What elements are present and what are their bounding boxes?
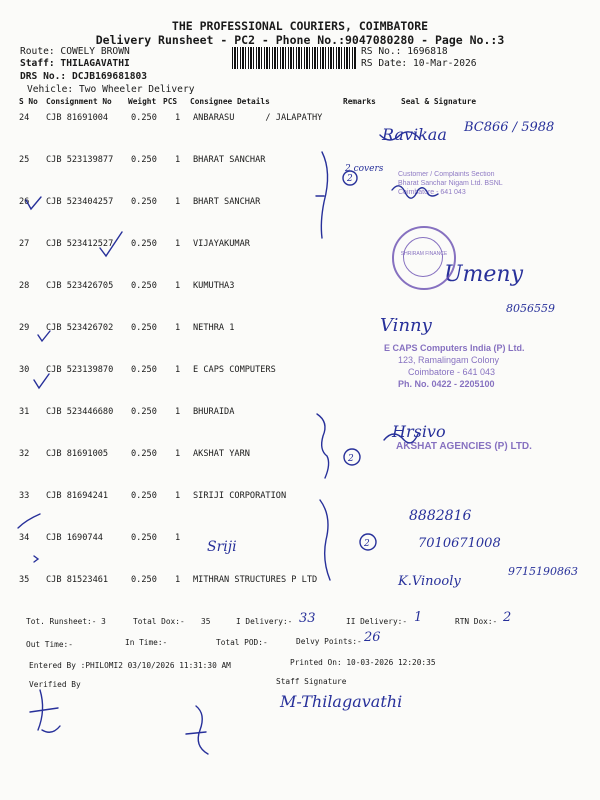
drs-number: DRS No.: DCJB169681803 — [20, 71, 148, 82]
staff-signature: M-Thilagavathi — [280, 692, 403, 711]
signature-row-29: Vinny — [380, 315, 432, 336]
row-sno: 35 — [19, 575, 30, 585]
tick-mark — [38, 331, 50, 341]
handwritten-number-row-35: 9715190863 — [508, 565, 578, 578]
staff-label: Staff: THILAGAVATHI — [20, 58, 130, 69]
row-sno: 31 — [19, 407, 30, 417]
row-consignee: KUMUTHA3 — [193, 281, 235, 291]
row-consignee: BHART SANCHAR — [193, 197, 261, 207]
row-pcs: 1 — [175, 365, 181, 375]
row-consignment: CJB 1690744 — [46, 533, 103, 543]
verified-by-scribble — [30, 690, 60, 732]
row-weight: 0.250 — [131, 491, 157, 501]
handwritten-number-row-29: 8056559 — [506, 302, 555, 315]
row-weight: 0.250 — [131, 449, 157, 459]
round-seal-text: SHRIRAM FINANCE — [400, 251, 448, 257]
bsnl-stamp-line-2: Bharat Sanchar Nigam Ltd. BSNL — [398, 180, 503, 187]
row-weight: 0.250 — [131, 533, 157, 543]
verified-by-label: Verified By — [29, 680, 81, 689]
row-consignee: MITHRAN STRUCTURES P LTD — [193, 575, 318, 585]
col-seal-signature: Seal & Signature — [401, 97, 477, 106]
row-sno: 30 — [19, 365, 30, 375]
row-consignee: AKSHAT YARN — [193, 449, 250, 459]
row-consignee: SIRIJI CORPORATION — [193, 491, 287, 501]
circled-two-label: 2 — [347, 174, 353, 184]
row-pcs: 1 — [175, 449, 181, 459]
tick-mark — [18, 514, 40, 528]
row-consignee: BHARAT SANCHAR — [193, 155, 266, 165]
runsheet-subtitle: Delivery Runsheet - PC2 - Phone No.:9047080280 - Page No.:3 — [95, 33, 505, 47]
row-sno: 24 — [19, 113, 30, 123]
row-consignment: CJB 523446680 — [46, 407, 114, 417]
in-time-label: In Time:- — [125, 638, 168, 647]
out-time-label: Out Time:- — [26, 640, 73, 649]
row-consignment: CJB 523412527 — [46, 239, 114, 249]
row-consignee: NETHRA 1 — [193, 323, 235, 333]
row-pcs: 1 — [175, 491, 181, 501]
rs-number: RS No.: 1696818 — [361, 46, 448, 57]
route-label: Route: COWELY BROWN — [20, 46, 130, 57]
row-weight: 0.250 — [131, 155, 157, 165]
row-weight: 0.250 — [131, 113, 157, 123]
staff-signature-label: Staff Signature — [276, 677, 347, 686]
verified-by-scribble — [186, 706, 208, 754]
ecaps-stamp-line-1: E CAPS Computers India (P) Ltd. — [384, 343, 525, 353]
tick-mark — [34, 374, 49, 388]
row-sno: 34 — [19, 533, 30, 543]
handwritten-number-row-34-a: 8882816 — [409, 508, 472, 524]
rtn-dox-label: RTN Dox:- — [455, 617, 498, 626]
row-pcs: 1 — [175, 155, 181, 165]
note-row-25: 2 covers — [345, 164, 384, 174]
entered-by: Entered By :PHILOMI2 03/10/2026 11:31:30 AM — [29, 661, 231, 670]
row-consignee: ANBARASU / JALAPATHY — [193, 113, 323, 123]
rtn-dox-value: 2 — [503, 610, 512, 625]
ecaps-stamp-line-2: 123, Ramalingam Colony — [398, 355, 500, 365]
row-pcs: 1 — [175, 197, 181, 207]
row-consignment: CJB 81691005 — [46, 449, 109, 459]
handwritten-number-row-34-b: 7010671008 — [418, 536, 501, 551]
col-consignment: Consignment No — [46, 97, 112, 106]
row-pcs: 1 — [175, 239, 181, 249]
row-sno: 32 — [19, 449, 30, 459]
signature-row-27: Umeny — [444, 262, 524, 287]
col-sno: S No — [19, 97, 38, 106]
bracket-mark — [320, 500, 330, 580]
row-sno: 28 — [19, 281, 30, 291]
delvy-points-value: 26 — [364, 630, 381, 645]
row-pcs: 1 — [175, 407, 181, 417]
col-consignee-details: Consignee Details — [190, 97, 270, 106]
ecaps-stamp-line-4: Ph. No. 0422 - 2205100 — [398, 379, 495, 389]
signature-row-31: Hrsivo — [392, 422, 446, 441]
row-pcs: 1 — [175, 575, 181, 585]
col-remarks: Remarks — [343, 97, 376, 106]
bracket-mark — [316, 152, 328, 238]
bsnl-stamp-line-1: Customer / Complaints Section — [398, 171, 495, 178]
row-weight: 0.250 — [131, 365, 157, 375]
row-sno: 26 — [19, 197, 30, 207]
tick-mark — [100, 232, 122, 256]
row-consignment: CJB 81694241 — [46, 491, 109, 501]
printed-on: Printed On: 10-03-2026 12:20:35 — [290, 658, 436, 667]
signature-scribble — [384, 434, 418, 443]
row-consignment: CJB 523426702 — [46, 323, 114, 333]
col-pcs: PCS — [163, 97, 178, 106]
row-consignment: CJB 523139877 — [46, 155, 114, 165]
row-sno: 25 — [19, 155, 30, 165]
handwritten-number-row-24: BC866 / 5988 — [464, 120, 555, 135]
row-weight: 0.250 — [131, 323, 157, 333]
ii-delivery-value: 1 — [414, 610, 423, 625]
circled-two-label: 2 — [348, 454, 354, 464]
total-dox-label: Total Dox:- — [133, 617, 185, 626]
row-consignment: CJB 523139870 — [46, 365, 114, 375]
total-dox-value: 35 — [201, 617, 211, 626]
row-sno: 33 — [19, 491, 30, 501]
tick-mark — [34, 556, 38, 562]
row-sno: 27 — [19, 239, 30, 249]
row-weight: 0.250 — [131, 407, 157, 417]
row-consignee: BHURAIDA — [193, 407, 235, 417]
signature-scribble — [392, 186, 438, 198]
i-delivery-value: 33 — [299, 611, 316, 626]
bsnl-stamp-line-3: Coimbatore - 641 043 — [398, 189, 466, 196]
row-consignment: CJB 523426705 — [46, 281, 114, 291]
signature-row-24: Ravikaa — [382, 125, 447, 144]
circled-two-label: 2 — [364, 539, 370, 549]
col-weight: Weight — [128, 97, 157, 106]
row-consignee: VIJAYAKUMAR — [193, 239, 250, 249]
row-pcs: 1 — [175, 113, 181, 123]
i-delivery-label: I Delivery:- — [236, 617, 293, 626]
bracket-mark — [317, 414, 329, 478]
row-weight: 0.250 — [131, 197, 157, 207]
row-weight: 0.250 — [131, 575, 157, 585]
row-sno: 29 — [19, 323, 30, 333]
total-runsheet: Tot. Runsheet:- 3 — [26, 617, 106, 626]
vehicle-label: Vehicle: Two Wheeler Delivery — [27, 84, 195, 95]
ecaps-stamp-line-3: Coimbatore - 641 043 — [408, 367, 496, 377]
row-consignment: CJB 523404257 — [46, 197, 114, 207]
rs-date: RS Date: 10-Mar-2026 — [361, 58, 477, 69]
row-consignment: CJB 81523461 — [46, 575, 109, 585]
row-pcs: 1 — [175, 281, 181, 291]
signature-scribble — [380, 132, 420, 140]
row-weight: 0.250 — [131, 239, 157, 249]
tick-mark — [26, 197, 41, 209]
row-consignment: CJB 81691004 — [46, 113, 109, 123]
delvy-points-label: Delvy Points:- — [296, 637, 362, 646]
row-pcs: 1 — [175, 323, 181, 333]
signature-row-35: K.Vinooly — [398, 574, 461, 589]
akshat-stamp: AKSHAT AGENCIES (P) LTD. — [396, 441, 532, 452]
row-pcs: 1 — [175, 533, 181, 543]
row-weight: 0.250 — [131, 281, 157, 291]
total-pod-label: Total POD:- — [216, 638, 268, 647]
ii-delivery-label: II Delivery:- — [346, 617, 408, 626]
company-title: THE PROFESSIONAL COURIERS, COIMBATORE — [171, 19, 429, 33]
handwritten-name-row-34: Sriji — [207, 539, 237, 555]
row-consignee: E CAPS COMPUTERS — [193, 365, 276, 375]
